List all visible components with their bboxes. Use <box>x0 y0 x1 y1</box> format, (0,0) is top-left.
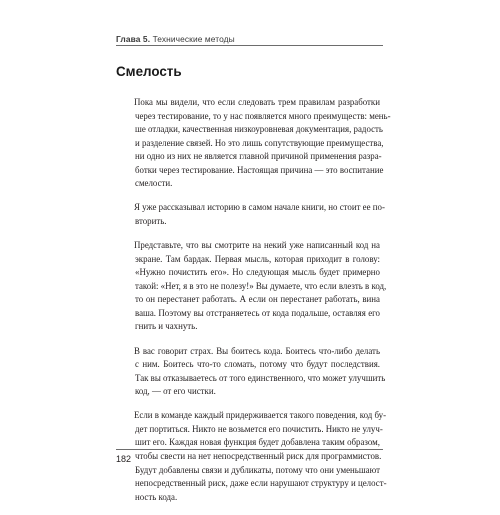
header-chapter-title: Технические методы <box>152 34 235 44</box>
footer-rule <box>116 449 383 450</box>
paragraph <box>134 96 391 191</box>
header-chapter-number: Глава 5. <box>116 34 151 44</box>
body-text <box>134 96 391 515</box>
paragraph <box>134 201 385 228</box>
text-line: такой: «Нет, я в это не полезу!» Вы думаете, что если влезть в код, <box>135 280 387 291</box>
text-line: Представьте, что вы смотрите на некий уже написанный код на <box>134 240 380 251</box>
text-line: Я уже рассказывал историю в самом начале книги, но стоит ее по- <box>134 202 385 213</box>
text-line: Если в команде каждый придерживается такого поведения, код бу- <box>134 410 387 421</box>
text-line: ше отладки, качественная низкоуровневая документация, радость <box>135 124 383 135</box>
text-line: через тестирование, то у нас появляется много преимуществ: мень- <box>135 110 391 121</box>
paragraph <box>134 239 387 334</box>
text-line: Будут добавлены связи и дубликаты, потому что они уменьшают <box>135 464 380 475</box>
text-line: то он перестанет работать. А если он перестанет работать, вина <box>135 294 380 305</box>
paragraph <box>134 345 386 399</box>
text-line: ботки через тестирование. Настоящая причина — это воспитание <box>135 164 384 175</box>
paragraph <box>134 409 387 504</box>
section-title: Смелость <box>116 64 182 79</box>
text-line: смелости. <box>135 178 173 189</box>
text-line: экране. Там бардак. Первая мысль, которая приходит в голову: <box>135 253 380 264</box>
text-line: В вас говорит страх. Вы боитесь кода. Боитесь что-либо делать <box>134 345 380 356</box>
text-line: чтобы свести на нет непосредственный риск для программистов. <box>135 450 382 461</box>
text-line: ни одно из них не является главной причиной применения разра- <box>135 151 382 162</box>
text-line: код, — от его чистки. <box>135 386 216 397</box>
text-line: непосредственный риск, даже если нарушают структуру и целост- <box>135 478 387 489</box>
text-line: гнить и чахнуть. <box>135 321 198 332</box>
running-header <box>116 34 235 44</box>
text-line: с ним. Боитесь что-то сломать, потому что будут последствия. <box>135 359 380 370</box>
text-line: ность кода. <box>135 491 178 502</box>
text-line: Так вы отказываетесь от того единственного, что может улучшить <box>135 372 386 383</box>
text-line: «Нужно почистить его». Но следующая мысль будет примерно <box>135 267 380 278</box>
page-number: 182 <box>116 454 132 464</box>
header-rule <box>116 45 383 46</box>
text-line: дет портиться. Никто не возьмется его почистить. Никто не улуч- <box>135 423 383 434</box>
text-line: и разделение связей. Но это лишь сопутствующие преимущества, <box>135 137 384 148</box>
text-line: ваша. Поэтому вы отстраняетесь от кода подальше, оставляя его <box>135 307 380 318</box>
text-line: шит его. Каждая новая функция будет добавлена таким образом, <box>135 437 380 448</box>
text-line: вторить. <box>135 215 167 226</box>
text-line: Пока мы видели, что если следовать трем правилам разработки <box>134 97 380 107</box>
